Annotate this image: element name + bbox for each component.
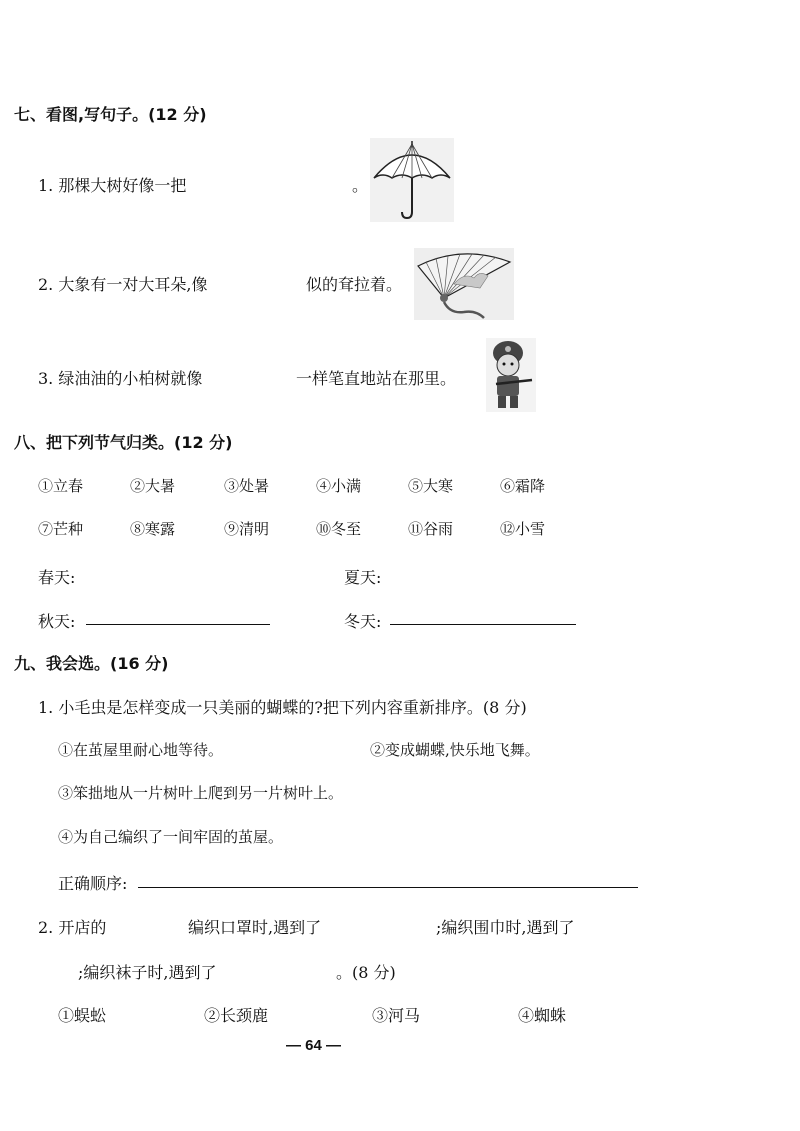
- question-7-1: 1. 那棵大树好像一把: [38, 176, 187, 195]
- soldier-icon: [486, 338, 536, 412]
- question-9-2-a: 2. 开店的: [38, 918, 107, 937]
- term-item: ⑧寒露: [130, 520, 176, 538]
- section-9-title: 九、我会选。(16 分): [14, 654, 169, 673]
- question-7-2-b: 似的耷拉着。: [306, 275, 403, 294]
- page-number: — 64 —: [286, 1037, 342, 1054]
- term-item: ⑨清明: [224, 520, 270, 538]
- order-label: 正确顺序:: [58, 874, 128, 893]
- term-item: ⑪谷雨: [408, 520, 454, 538]
- question-9-2-b: 编织口罩时,遇到了: [188, 918, 322, 937]
- section-7-title: 七、看图,写句子。(12 分): [14, 105, 207, 124]
- term-item: ①立春: [38, 477, 84, 495]
- question-9-2-d: ;编织袜子时,遇到了: [78, 963, 217, 982]
- question-7-1-end: 。: [352, 176, 369, 195]
- section-8-title: 八、把下列节气归类。(12 分): [14, 433, 233, 452]
- term-item: ⑩冬至: [316, 520, 362, 538]
- umbrella-icon: [370, 138, 454, 222]
- order-item: ③笨拙地从一片树叶上爬到另一片树叶上。: [58, 784, 344, 802]
- question-7-3-b: 一样笔直地站在那里。: [296, 369, 457, 388]
- term-item: ⑫小雪: [500, 520, 546, 538]
- option-item: ③河马: [372, 1006, 421, 1025]
- question-9-1: 1. 小毛虫是怎样变成一只美丽的蝴蝶的?把下列内容重新排序。(8 分): [38, 698, 527, 717]
- term-item: ③处暑: [224, 477, 270, 495]
- question-9-2-e: 。(8 分): [336, 963, 396, 982]
- term-item: ⑦芒种: [38, 520, 84, 538]
- summer-label: 夏天:: [344, 568, 382, 587]
- fan-icon: [414, 248, 514, 320]
- term-item: ⑤大寒: [408, 477, 454, 495]
- autumn-answer-line[interactable]: [86, 624, 270, 625]
- order-item: ①在茧屋里耐心地等待。: [58, 741, 224, 759]
- question-7-3-a: 3. 绿油油的小柏树就像: [38, 369, 203, 388]
- order-item: ④为自己编织了一间牢固的茧屋。: [58, 828, 284, 846]
- option-item: ②长颈鹿: [204, 1006, 269, 1025]
- term-item: ②大暑: [130, 477, 176, 495]
- term-item: ④小满: [316, 477, 362, 495]
- winter-answer-line[interactable]: [390, 624, 576, 625]
- spring-label: 春天:: [38, 568, 76, 587]
- order-item: ②变成蝴蝶,快乐地飞舞。: [370, 741, 540, 759]
- winter-label: 冬天:: [344, 612, 382, 631]
- option-item: ④蜘蛛: [518, 1006, 567, 1025]
- order-answer-line[interactable]: [138, 887, 638, 888]
- question-7-2-a: 2. 大象有一对大耳朵,像: [38, 275, 208, 294]
- option-item: ①蜈蚣: [58, 1006, 107, 1025]
- question-9-2-c: ;编织围巾时,遇到了: [436, 918, 575, 937]
- term-item: ⑥霜降: [500, 477, 546, 495]
- autumn-label: 秋天:: [38, 612, 76, 631]
